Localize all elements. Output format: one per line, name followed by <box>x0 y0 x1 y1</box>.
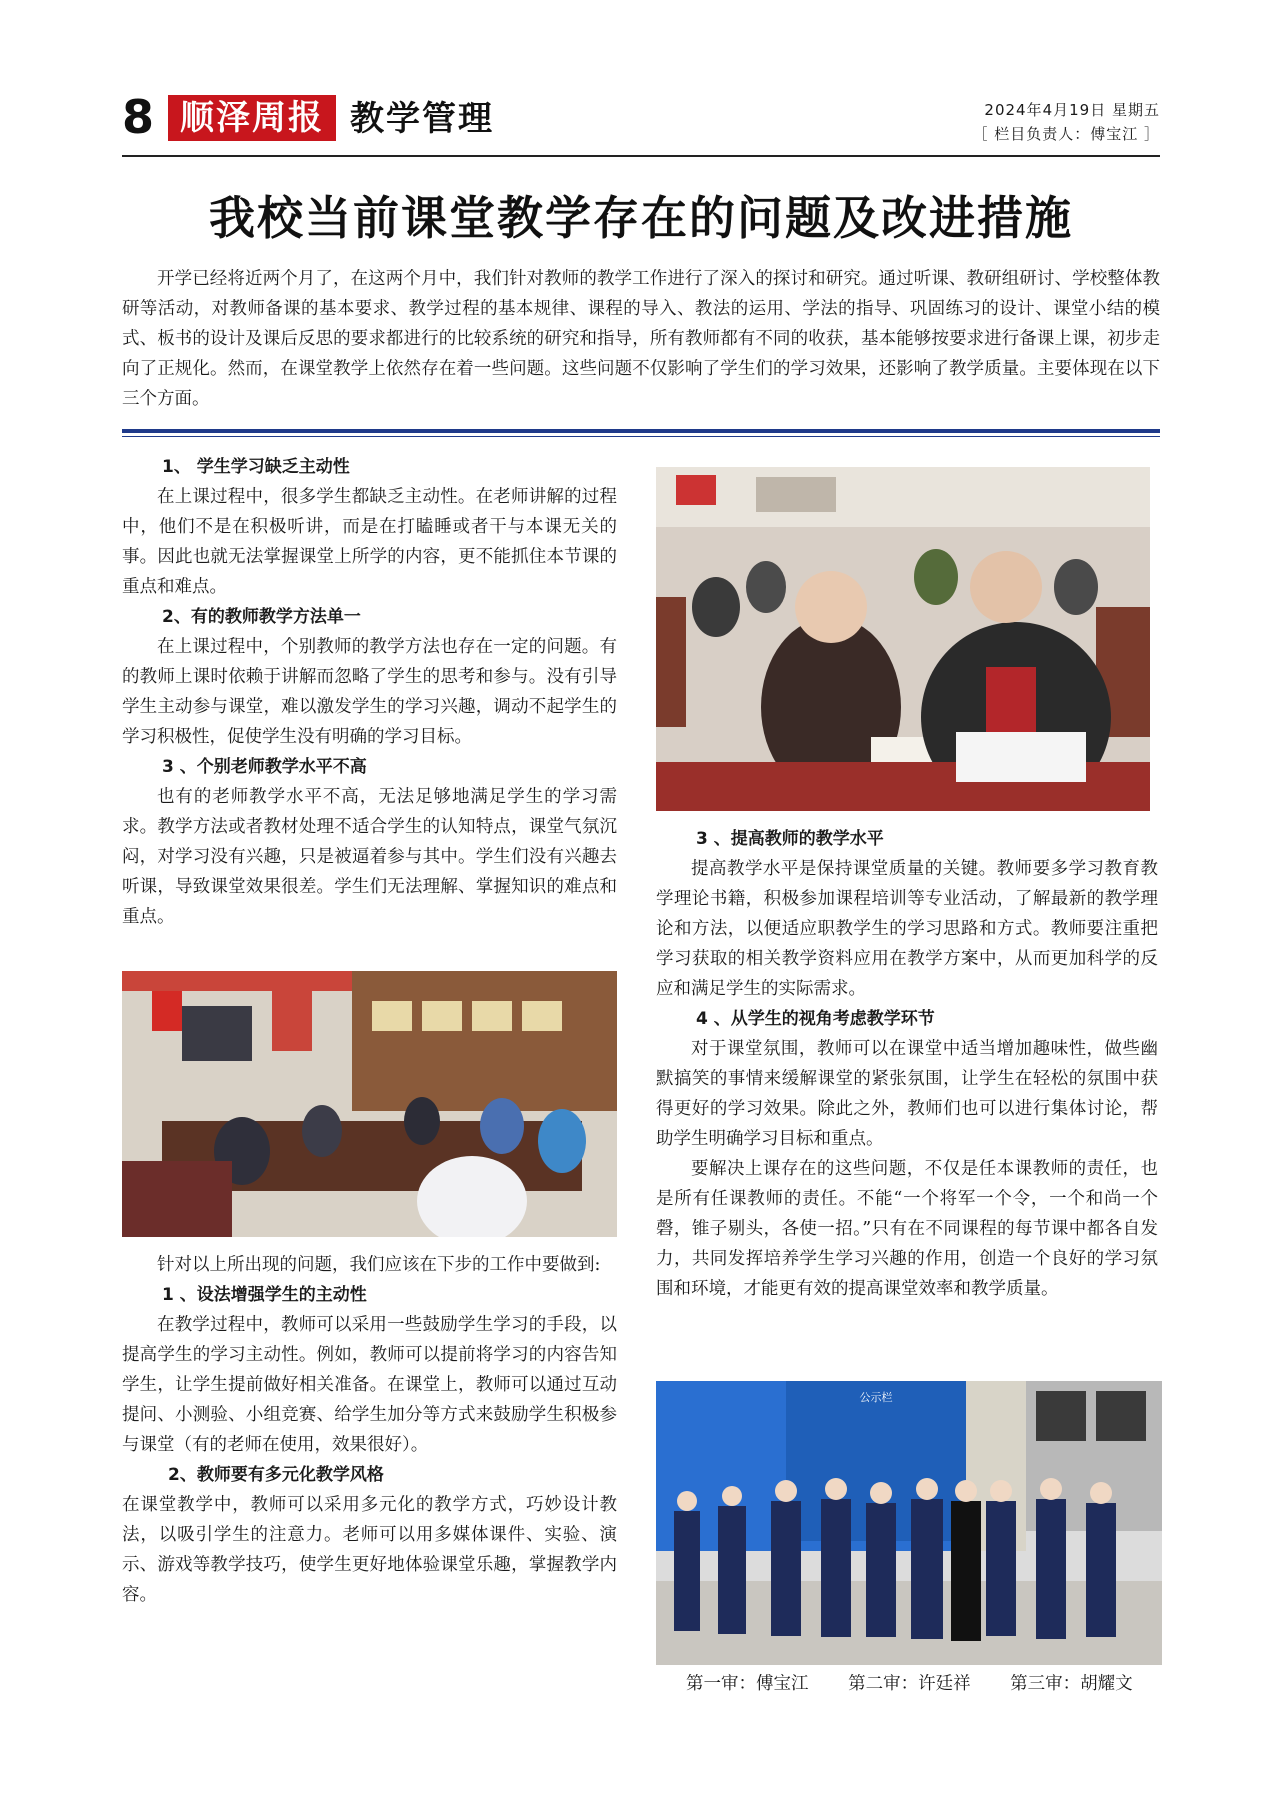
problems-column <box>122 452 617 932</box>
measures-column-left <box>122 1250 617 1610</box>
problem-body: 在上课过程中，个别教师的教学方法也存在一定的问题。有的教师上课时依赖于讲解而忽略了学生的思考和参与。没有引导学生主动参与课堂，难以激发学生的学习兴趣，调动不起学生的学习积极性，促使学生没有明确的学习目标。 <box>122 637 617 747</box>
third-reviewer: 第三审：胡耀文 <box>1010 1674 1133 1694</box>
problem-body: 在上课过程中，很多学生都缺乏主动性。在老师讲解的过程中，他们不是在积极听讲，而是在打瞌睡或者干与本课无关的事。因此也就无法掌握课堂上所学的内容，更不能抓住本节课的重点和难点。 <box>122 487 617 597</box>
meeting-room-photo <box>122 971 617 1237</box>
measure-body: 提高教学水平是保持课堂质量的关键。教师要多学习教育教学理论书籍，积极参加课程培训等专业活动，了解最新的教学理论和方法，以便适应职教学生的学习思路和方式。教师要注重把学习获取的相关教学资料应用在教学方案中，从而更加科学的反应和满足学生的实际需求。 <box>656 859 1158 999</box>
transition-text: 针对以上所出现的问题，我们应该在下步的工作中要做到: <box>157 1255 601 1275</box>
section-title: 教学管理 <box>350 99 494 139</box>
problem-body: 也有的老师教学水平不高，无法足够地满足学生的学习需求。教学方法或者教材处理不适合学生的认知特点，课堂气氛沉闷，对学习没有兴趣，只是被逼着参与其中。学生们没有兴趣去听课，导致课堂效果很差。学生们无法理解、掌握知识的难点和重点。 <box>122 787 617 927</box>
measure-heading: 4 、从学生的视角考虑教学环节 <box>696 1009 935 1029</box>
notice-board-sign: 公示栏 <box>859 1391 893 1404</box>
column-editor: ［ 栏目负责人：傅宝江 ］ <box>972 125 1160 143</box>
measures-column-right <box>656 824 1158 1304</box>
section-divider-thin <box>122 436 1160 437</box>
measure-body: 在课堂教学中，教师可以采用多元化的教学方式，巧妙设计教法，以吸引学生的注意力。老师可以用多媒体课件、实验、演示、游戏等教学技巧，使学生更好地体验课堂乐趣，掌握教学内容。 <box>122 1495 617 1605</box>
newspaper-logo: 顺泽周报 <box>168 95 336 141</box>
article-headline: 我校当前课堂教学存在的问题及改进措施 <box>209 191 1073 245</box>
measure-heading: 3 、提高教师的教学水平 <box>696 829 884 849</box>
article-intro: 开学已经将近两个月了，在这两个月中，我们针对教师的教学工作进行了深入的探讨和研究。通过听课、教研组研讨、学校整体教研等活动，对教师备课的基本要求、教学过程的基本规律、课程的导入、教法的运用、学法的指导、巩固练习的设计、课堂小结的模式、板书的设计及课后反思的要求都进行的比较系统的研究和指导，所有教师都有不同的收获，基本能够按要求进行备课上课，初步走向了正规化。然而，在课堂教学上依然存在着一些问题。这些问题不仅影响了学生们的学习效果，还影响了教学质量。主要体现在以下三个方面。 <box>122 269 1160 409</box>
section-divider-thick <box>122 429 1160 433</box>
teacher-review-photo <box>656 467 1150 811</box>
students-uniform-photo <box>656 1381 1162 1665</box>
measure-heading: 1 、设法增强学生的主动性 <box>162 1285 367 1305</box>
measure-body: 对于课堂氛围，教师可以在课堂中适当增加趣味性，做些幽默搞笑的事情来缓解课堂的紧张氛围，让学生在轻松的氛围中获得更好的学习效果。除此之外，教师们也可以进行集体讨论，帮助学生明确学习目标和重点。 <box>656 1039 1158 1149</box>
page-number: 8 <box>122 90 155 144</box>
measure-body: 在教学过程中，教师可以采用一些鼓励学生学习的手段，以提高学生的学习主动性。例如，教师可以提前将学习的内容告知学生，让学生提前做好相关准备。在课堂上，教师可以通过互动提问、小测验、小组竞赛、给学生加分等方式来鼓励学生积极参与课堂（有的老师在使用，效果很好）。 <box>122 1315 617 1455</box>
problem-heading: 3 、个别老师教学水平不高 <box>162 757 367 777</box>
review-credits <box>686 1669 1166 1699</box>
problem-heading: 1、 学生学习缺乏主动性 <box>162 457 350 477</box>
masthead-divider <box>122 155 1160 157</box>
conclusion-text: 要解决上课存在的这些问题，不仅是任本课教师的责任，也是所有任课教师的责任。不能“一个将军一个令，一个和尚一个磬，锥子剔头，各使一招。”只有在不同课程的每节课中都各自发力，共同发挥培养学生学习兴趣的作用，创造一个良好的学习氛围和环境，才能更有效的提高课堂效率和教学质量。 <box>656 1159 1158 1299</box>
second-reviewer: 第二审：许廷祥 <box>848 1674 971 1694</box>
first-reviewer: 第一审：傅宝江 <box>686 1674 809 1694</box>
issue-date: 2024年4月19日 星期五 <box>984 101 1160 119</box>
measure-heading: 2、教师要有多元化教学风格 <box>168 1465 384 1485</box>
problem-heading: 2、有的教师教学方法单一 <box>162 607 361 627</box>
